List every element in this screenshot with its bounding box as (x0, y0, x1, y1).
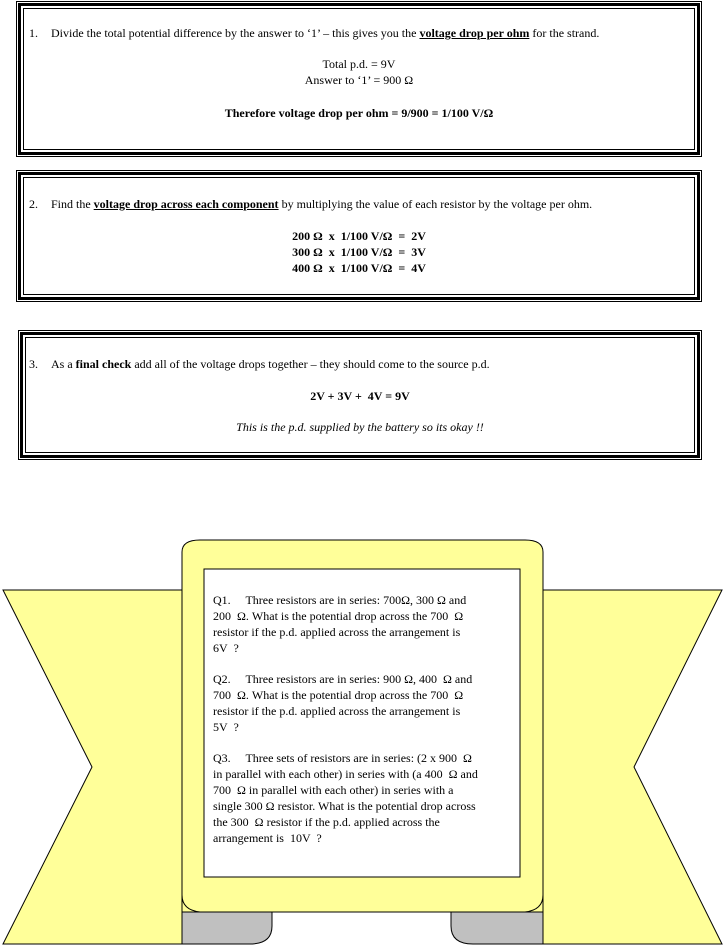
question-line: arrangement is 10V ? (213, 831, 322, 845)
step2-instruction (29, 197, 592, 212)
question-line: resistor if the p.d. applied across the arrangement is (213, 704, 461, 718)
step2-calc-line: 400 Ω x 1/100 V/Ω = 4V (292, 261, 426, 275)
question-line: single 300 Ω resistor. What is the potential drop across (213, 799, 476, 813)
step3-instruction (29, 357, 490, 372)
question-line: resistor if the p.d. applied across the arrangement is (213, 625, 461, 639)
question-line: 700 Ω. What is the potential drop across the 700 Ω (213, 688, 464, 702)
ribbon-right-tail (543, 590, 722, 944)
step1-instruction (29, 26, 599, 41)
step3-box (20, 332, 700, 458)
step1-answer-line: Answer to ‘1’ = 900 Ω (304, 73, 414, 87)
step1-result: Therefore voltage drop per ohm = 9/900 = 1/100 V/Ω (224, 106, 494, 120)
step2-text-before: Find the (51, 197, 91, 211)
step3-text-before: As a (51, 357, 73, 371)
step1-number: 1. (29, 26, 38, 40)
question-3 (213, 750, 513, 846)
step2-number: 2. (29, 197, 38, 211)
step3-highlight: final check (75, 357, 132, 371)
step1-total-pd: Total p.d. = 9V (322, 57, 396, 71)
question-line: in parallel with each other) in series with (a 400 Ω and (213, 767, 478, 781)
step1-box (18, 3, 700, 155)
step2-box (18, 172, 700, 300)
step3-note: This is the p.d. supplied by the battery so its okay !! (236, 420, 484, 434)
step2-calc-line: 300 Ω x 1/100 V/Ω = 3V (292, 245, 426, 259)
question-line: Q3. Three sets of resistors are in series: (2 x 900 Ω (213, 751, 472, 765)
step2-text-after: by multiplying the value of each resistor by the voltage per ohm. (281, 197, 593, 211)
step2-calc-line: 200 Ω x 1/100 V/Ω = 2V (292, 229, 426, 243)
question-line: 5V ? (213, 720, 239, 734)
step1-highlight: voltage drop per ohm (419, 26, 530, 40)
question-line: 700 Ω in parallel with each other) in series with a (213, 783, 454, 797)
step3-number: 3. (29, 357, 38, 371)
question-1 (213, 592, 513, 656)
question-line: 200 Ω. What is the potential drop across the 700 Ω (213, 609, 464, 623)
step3-sum: 2V + 3V + 4V = 9V (310, 389, 410, 403)
question-line: Q1. Three resistors are in series: 700Ω, 300 Ω and (213, 593, 467, 607)
question-2 (213, 671, 513, 735)
question-line: the 300 Ω resistor if the p.d. applied across the (213, 815, 440, 829)
question-line: 6V ? (213, 641, 239, 655)
step1-text-before: Divide the total potential difference by the answer to ‘1’ – this gives you the (51, 26, 417, 40)
step2-highlight: voltage drop across each component (93, 197, 279, 211)
step1-text-after: for the strand. (532, 26, 600, 40)
ribbon-left-tail (3, 590, 182, 944)
step3-text-after: add all of the voltage drops together – they should come to the source p.d. (134, 357, 490, 371)
question-line: Q2. Three resistors are in series: 900 Ω, 400 Ω and (213, 672, 473, 686)
